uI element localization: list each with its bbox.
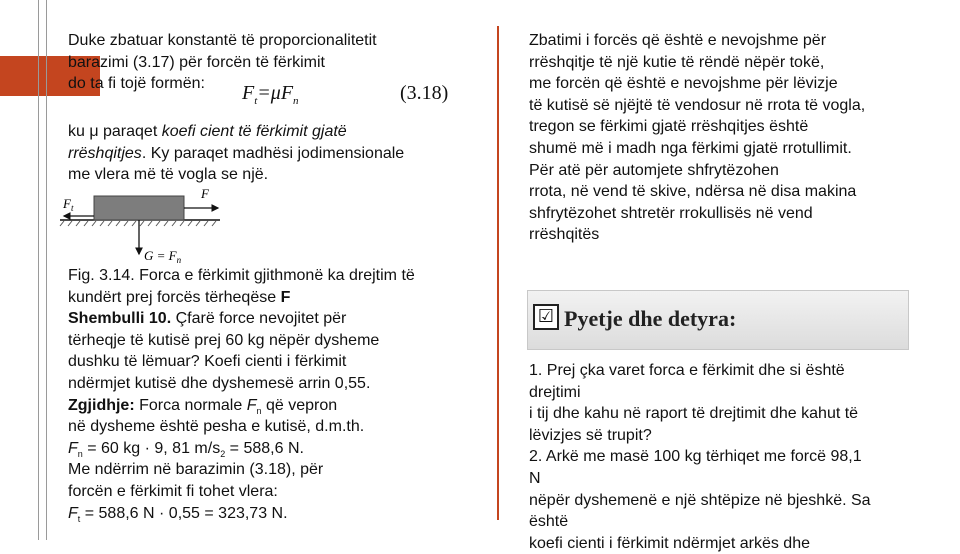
final-line: Me ndërrim në barazimin (3.18), për xyxy=(68,461,324,479)
paragraph-line: shumë më i madh nga fërkimi gjatë rrotullimit. xyxy=(529,140,852,157)
accent-line xyxy=(46,0,47,540)
checkbox-icon: ☑ xyxy=(533,304,559,330)
final-line: forcën e fërkimit fi tohet vlera: xyxy=(68,483,278,500)
accent-line xyxy=(38,0,39,540)
paragraph-line: rrëshqitës xyxy=(529,226,600,244)
question-line: i tij dhe kahu në raport të drejtimit dhe kahut të xyxy=(529,405,859,423)
formula-number: (3.18) xyxy=(400,82,449,104)
question-line: N xyxy=(529,470,541,487)
example-line: ndërmjet kutisë dhe dyshemesë arrin 0,55. xyxy=(68,375,371,392)
paragraph-line: rrëshqitje të një kutie të rëndë nëpër tokë, xyxy=(529,53,825,71)
ft-label: $F_t$ xyxy=(63,196,74,213)
paragraph-line: Zbatimi i forcës që është e nevojshme për xyxy=(529,32,827,49)
question-line: 2. Arkë me masë 100 kg tërhiqet me forcë 98,1 xyxy=(529,448,862,466)
paragraph-line: tregon se fërkimi gjatë rrëshqitjes është xyxy=(529,118,809,136)
calculation-line: $F_t = 588,6$ N · 0,55 = 323,73 N. xyxy=(68,504,288,524)
question-line: është xyxy=(529,513,569,531)
mu-line: rrëshqitjes. Ky paraqet madhësi jodimensionale xyxy=(68,144,405,162)
calculation-line: $F_n = 60$ kg · 9, 81 $m/s_2 = 588,6$ N. xyxy=(68,439,304,459)
column-divider xyxy=(497,26,499,520)
question-line: drejtimi xyxy=(529,383,581,401)
paragraph-line: me forcën që është e nevojshme për lëvizje xyxy=(529,75,838,93)
paragraph-line: të kutisë së njëjtë të vendosur në rrota të vogla, xyxy=(529,96,866,114)
solution-line: në dysheme është pesha e kutisë, d.m.th. xyxy=(68,418,365,436)
g-label: $G = F_n$ xyxy=(144,248,182,265)
paragraph-line: rrota, në vend të skive, ndërsa në disa makina xyxy=(529,183,857,201)
intro-line: barazimi (3.17) për forcën të fërkimit xyxy=(68,53,325,71)
intro-line: do ta fi tojë formën: xyxy=(68,75,205,93)
ground-hatch-icon xyxy=(60,221,216,226)
f-label: F xyxy=(201,186,209,201)
mu-line: me vlera më të vogla se një. xyxy=(68,166,269,184)
question-line: nëpër dyshemenë e një shtëpize në bjeshkë. Sa xyxy=(529,491,871,509)
force-diagram xyxy=(60,182,230,264)
paragraph-line: Për atë për automjete shfrytëzohen xyxy=(529,161,779,179)
question-line: koefi cienti i fërkimit ndërmjet arkës dhe xyxy=(529,534,810,552)
example-line: dushku të lëmuar? Koefi cienti i fërkimit xyxy=(68,353,347,371)
figure-caption: Fig. 3.14. Forca e fërkimit gjithmonë ka drejtim të xyxy=(68,267,415,284)
mu-line: ku μ paraqet koefi cient të fërkimit gjatë xyxy=(68,123,347,140)
formula: $F_t=\mu F_n$ xyxy=(242,82,299,107)
solution-line: Zgjidhje: Forca normale $F_n$ që vepron xyxy=(68,396,338,416)
example-heading: Shembulli 10. Çfarë force nevojitet për xyxy=(68,310,347,328)
question-line: 1. Prej çka varet forca e fërkimit dhe si është xyxy=(529,362,845,379)
questions-heading: Pyetje dhe detyra: xyxy=(564,306,737,331)
example-line: tërheqje të kutisë prej 60 kg nëpër dysheme xyxy=(68,331,380,349)
box-icon xyxy=(94,196,184,220)
intro-line: Duke zbatuar konstantë të proporcionalitetit xyxy=(68,32,377,49)
figure-caption: kundërt prej forcës tërheqëse F xyxy=(68,288,291,306)
question-line: lëvizjes së trupit? xyxy=(529,426,652,444)
paragraph-line: shfrytëzohet shtretër rrokullisës në vend xyxy=(529,204,813,222)
